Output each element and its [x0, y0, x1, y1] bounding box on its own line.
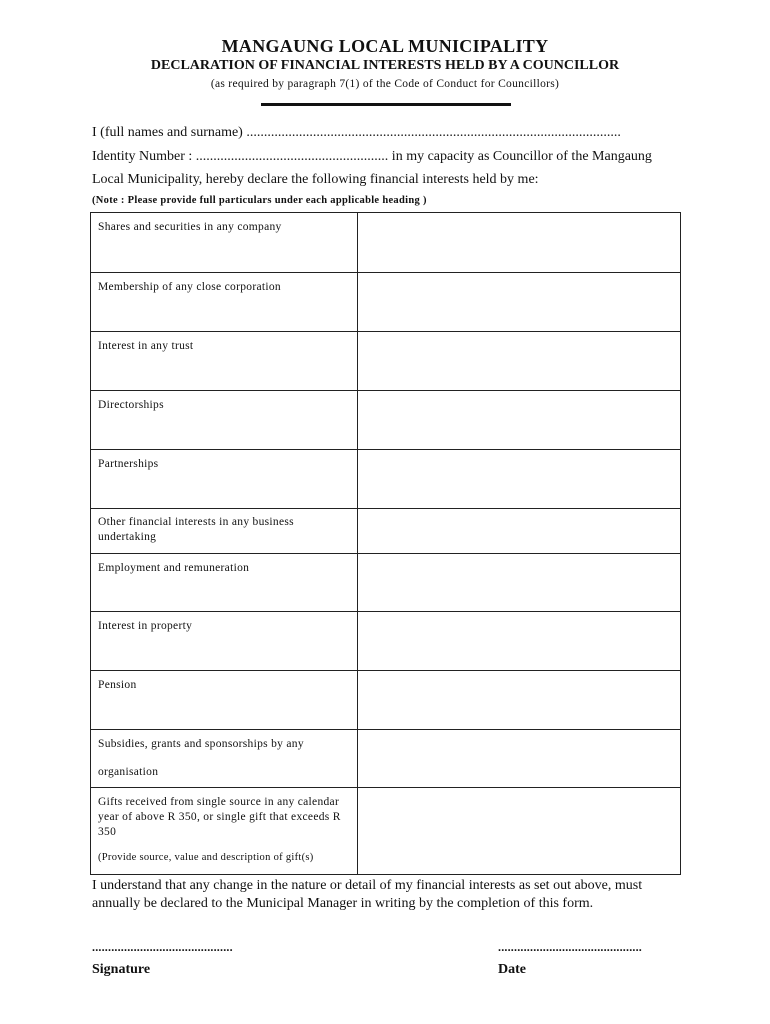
row-value-field[interactable] — [357, 391, 680, 450]
row-label-hint: (Provide source, value and description of gift(s) — [98, 852, 314, 863]
table-row — [91, 391, 681, 450]
row-value-field[interactable] — [357, 730, 680, 788]
table-row — [91, 332, 681, 391]
table-row — [91, 509, 681, 554]
row-label — [91, 730, 358, 788]
row-value-field[interactable] — [357, 450, 680, 509]
row-label: Membership of any close corporation — [91, 273, 358, 332]
row-label: Directorships — [91, 391, 358, 450]
table-row — [91, 554, 681, 612]
title-divider — [261, 103, 511, 106]
full-names-line[interactable]: I (full names and surname) ........................................................................................................... — [92, 125, 621, 140]
row-label-continuation: organisation — [98, 766, 159, 778]
row-value-field[interactable] — [357, 554, 680, 612]
page-title: MANGAUNG LOCAL MUNICIPALITY — [221, 36, 549, 56]
row-label-text: Subsidies, grants and sponsorships by any — [98, 738, 304, 750]
row-label: Other financial interests in any business undertaking — [91, 509, 358, 554]
table-row — [91, 788, 681, 875]
declaration-statement: Local Municipality, hereby declare the following financial interests held by me: — [92, 172, 539, 187]
row-label: Employment and remuneration — [91, 554, 358, 612]
row-label: Interest in any trust — [91, 332, 358, 391]
row-value-field[interactable] — [357, 509, 680, 554]
row-value-field[interactable] — [357, 213, 680, 273]
interests-table — [90, 212, 681, 875]
instruction-note: (Note : Please provide full particulars under each applicable heading ) — [92, 195, 427, 206]
table-row — [91, 612, 681, 671]
table-row — [91, 213, 681, 273]
form-caption: (as required by paragraph 7(1) of the Code of Conduct for Councillors) — [210, 78, 560, 90]
row-label: Partnerships — [91, 450, 358, 509]
row-value-field[interactable] — [357, 273, 680, 332]
table-row — [91, 730, 681, 788]
date-line[interactable]: ............................................. — [498, 940, 642, 954]
row-value-field[interactable] — [357, 671, 680, 730]
row-value-field[interactable] — [357, 332, 680, 391]
signature-line[interactable]: ............................................ — [92, 940, 233, 954]
row-label: Shares and securities in any company — [91, 213, 358, 273]
row-label: Pension — [91, 671, 358, 730]
form-subtitle: DECLARATION OF FINANCIAL INTERESTS HELD BY A COUNCILLOR — [150, 58, 620, 73]
row-label-text: Gifts received from single source in any calendar year of above R 350, or single gift that exceeds R 350 — [98, 796, 341, 838]
row-label — [91, 788, 358, 875]
table-row — [91, 671, 681, 730]
closing-statement: I understand that any change in the nature or detail of my financial interests as set out above, must annually be declared to the Municipal Manager in writing by the completion of this form. — [92, 878, 643, 911]
date-label: Date — [498, 962, 526, 977]
row-label: Interest in property — [91, 612, 358, 671]
row-value-field[interactable] — [357, 612, 680, 671]
identity-number-line[interactable]: Identity Number : ....................................................... in my capacity as Councillor of the Mangaung — [92, 149, 652, 164]
table-row — [91, 273, 681, 332]
table-row — [91, 450, 681, 509]
row-value-field[interactable] — [357, 788, 680, 875]
signature-label: Signature — [92, 962, 151, 977]
